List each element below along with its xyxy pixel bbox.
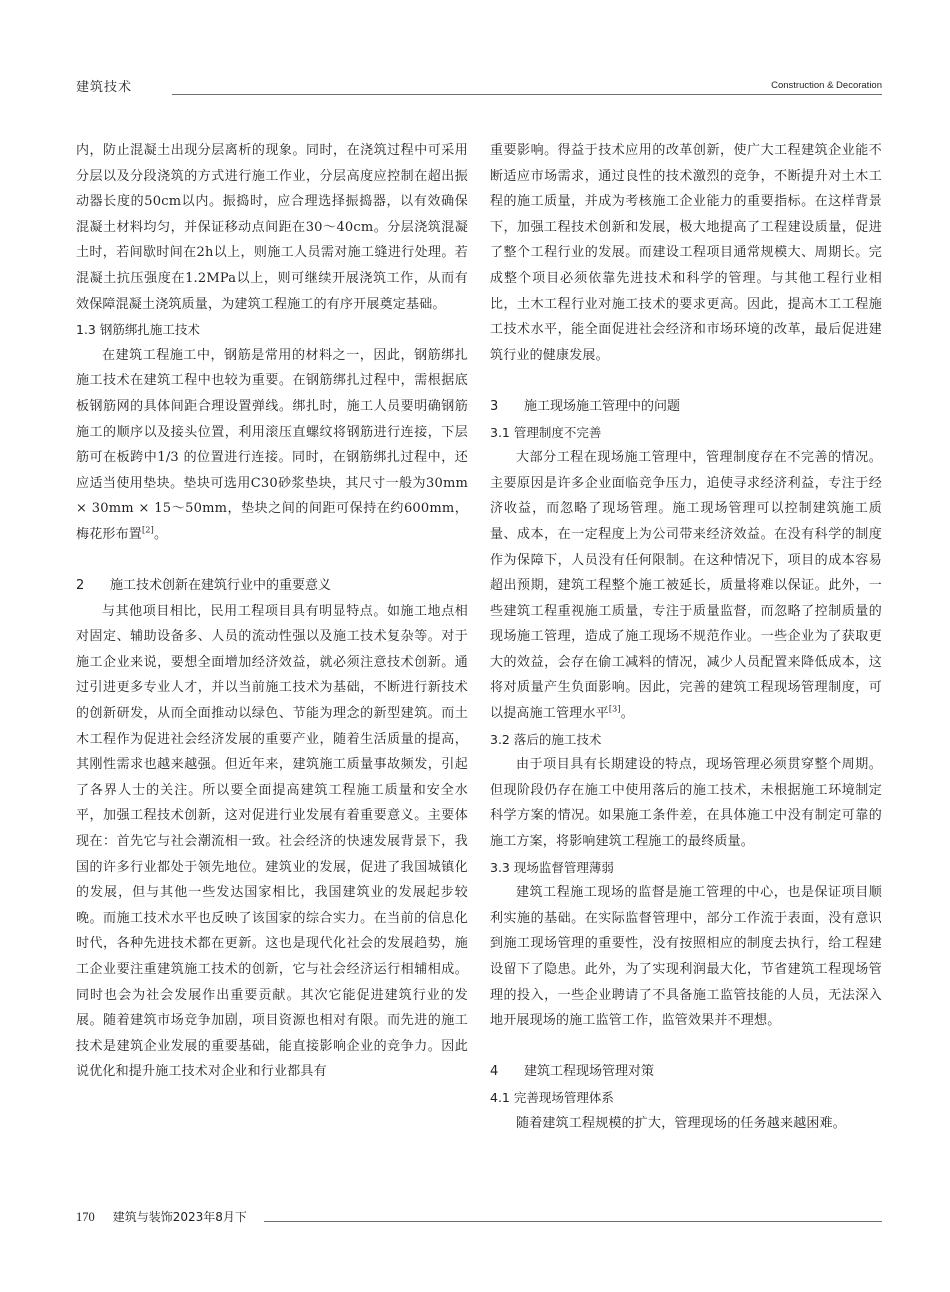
section-heading-4: 4 建筑工程现场管理对策: [490, 1064, 655, 1080]
subsection-heading-3-2: 3.2 落后的施工技术: [490, 731, 602, 747]
paragraph: 重要影响。得益于技术应用的改革创新，使广大工程建筑企业能不断适应市场需求，通过良性的技术激烈的竞争，不断提升对土木工程的施工质量，并成为考核施工企业能力的重要指标。在这样背景下，加强工程技术创新和发展，极大地提高了工程建设质量，促进了整个工程行业的发展。而建设工程项目通常规模大、周期长。完成整个项目必须依靠先进技术和科学的管理。与其他工程行业相比，土木工程行业对施工技术的要求更高。因此，提高木工工程施工技术水平，能全面促进社会经济和市场环境的改革，最后促进建筑行业的健康发展。: [490, 143, 882, 363]
footer-divider: [264, 1221, 882, 1222]
header-divider: [172, 94, 882, 95]
paragraph: 内，防止混凝土出现分层离析的现象。同时，在浇筑过程中可采用分层以及分段浇筑的方式进行施工作业，分层高度应控制在超出振动器长度的50cm以内。振捣时，应合理选择振捣器，以有效确保混凝土材料均匀，并保证移动点间距在30～40cm。分层浇筑混凝土时，若间歇时间在2h以上，则施工人员需对施工缝进行处理。若混凝土抗压强度在1.2MPa以上，则可继续开展浇筑工作，从而有效保障混凝土浇筑质量，为建筑工程施工的有序开展奠定基础。: [76, 143, 468, 312]
journal-issue: 建筑与装饰2023年8月下: [112, 1210, 247, 1224]
paragraph: 在建筑工程施工中，钢筋是常用的材料之一，因此，钢筋绑扎施工技术在建筑工程中也较为重要。在钢筋绑扎过程中，需根据底板钢筋网的具体间距合理设置弹线。绑扎时，施工人员要明确钢筋施工的顺序以及接头位置，利用滚压直螺纹将钢筋进行连接，下层筋可在板跨中1/3 的位置进行连接。同时，在钢筋绑扎过程中，还应适当使用垫块。垫块可选用C30砂浆垫块，其尺寸一般为30mm × 30mm × 15～50mm，垫块之间的间距可保持在约600mm，梅花形布置[2]。: [76, 347, 468, 542]
subsection-heading-3-3: 3.3 现场监督管理薄弱: [490, 859, 614, 875]
section-heading-3: 3 施工现场施工管理中的问题: [490, 398, 681, 414]
citation-ref: [3]: [608, 704, 621, 714]
page-number: 170: [76, 1210, 95, 1224]
running-header-section: 建筑技术: [76, 80, 133, 95]
running-header-journal: Construction & Decoration: [771, 80, 882, 91]
paragraph: 与其他项目相比，民用工程项目具有明显特点。如施工地点相对固定、辅助设备多、人员的流动性强以及施工技术复杂等。对于施工企业来说，要想全面增加经济效益，就必须注意技术创新。通过引进更多专业人才，并以当前施工技术为基础，不断进行新技术的创新研发，从而全面推动以绿色、节能为理念的新型建筑。而土木工程作为促进社会经济发展的重要产业，随着生活质量的提高，其刚性需求也越来越强。但近年来，建筑施工质量事故频发，引起了各界人士的关注。所以要全面提高建筑工程施工质量和安全水平，加强工程技术创新，这对促进行业发展有着重要意义。主要体现在：首先它与社会潮流相一致。社会经济的快速发展背景下，我国的许多行业都处于领先地位。建筑业的发展，促进了我国城镇化的发展，但与其他一些发达国家相比，我国建筑业的发展起步较晚。而施工技术水平也反映了该国家的综合实力。在当前的信息化时代，各种先进技术都在更新。这也是现代化社会的发展趋势，施工企业要注重建筑施工技术的创新，它与社会经济运行相辅相成。同时也会为社会发展作出重要贡献。其次它能促进建筑行业的发展。随着建筑市场竞争加剧，项目资源也相对有限。而先进的施工技术是建筑企业发展的重要基础，能直接影响企业的竞争力。因此说优化和提升施工技术对企业和行业都具有: [76, 603, 468, 1080]
paragraph: 建筑工程施工现场的监督是施工管理的中心，也是保证项目顺利实施的基础。在实际监督管理中，部分工作流于表面，没有意识到施工现场管理的重要性，没有按照相应的制度去执行，给工程建设留下了隐患。此外，为了实现利润最大化，节省建筑工程现场管理的投入，一些企业聘请了不具备施工监管技能的人员，无法深入地开展现场的施工监管工作，监管效果并不理想。: [490, 885, 882, 1029]
subsection-heading-4-1: 4.1 完善现场管理体系: [490, 1089, 614, 1105]
paragraph: 大部分工程在现场施工管理中，管理制度存在不完善的情况。主要原因是许多企业面临竞争压力，追使寻求经济利益，专注于经济收益，而忽略了现场管理。施工现场管理可以控制建筑施工质量、成本，在一定程度上为公司带来经济效益。在没有科学的制度作为保障下，人员没有任何限制。在这种情况下，项目的成本容易超出预期，建筑工程整个施工被延长，质量将难以保证。此外，一些建筑工程重视施工质量，专注于质量监督，而忽略了控制质量的现场施工管理，造成了施工现场不规范作业。一些企业为了获取更大的效益，会存在偷工减料的情况，减少人员配置来降低成本，这将对质量产生负面影响。因此，完善的建筑工程现场管理制度，可以提高施工管理水平[3]。: [490, 450, 882, 722]
paragraph: 随着建筑工程规模的扩大，管理现场的任务越来越困难。: [516, 1115, 847, 1131]
section-heading-2: 2 施工技术创新在建筑行业中的重要意义: [76, 578, 332, 594]
subsection-heading-3-1: 3.1 管理制度不完善: [490, 424, 602, 440]
page-footer: [76, 1208, 247, 1225]
citation-ref: [2]: [142, 525, 154, 535]
left-column: [76, 138, 468, 1085]
subsection-heading-1-3: 1.3 钢筋绑扎施工技术: [76, 322, 200, 338]
right-column: [490, 138, 882, 1136]
paragraph: 由于项目具有长期建设的特点，现场管理必须贯穿整个周期。但现阶段仍存在施工中使用落后的施工技术，未根据施工环境制定科学方案的情况。如果施工条件差，在具体施工中没有制定可靠的施工方案，将影响建筑工程施工的最终质量。: [490, 757, 882, 850]
